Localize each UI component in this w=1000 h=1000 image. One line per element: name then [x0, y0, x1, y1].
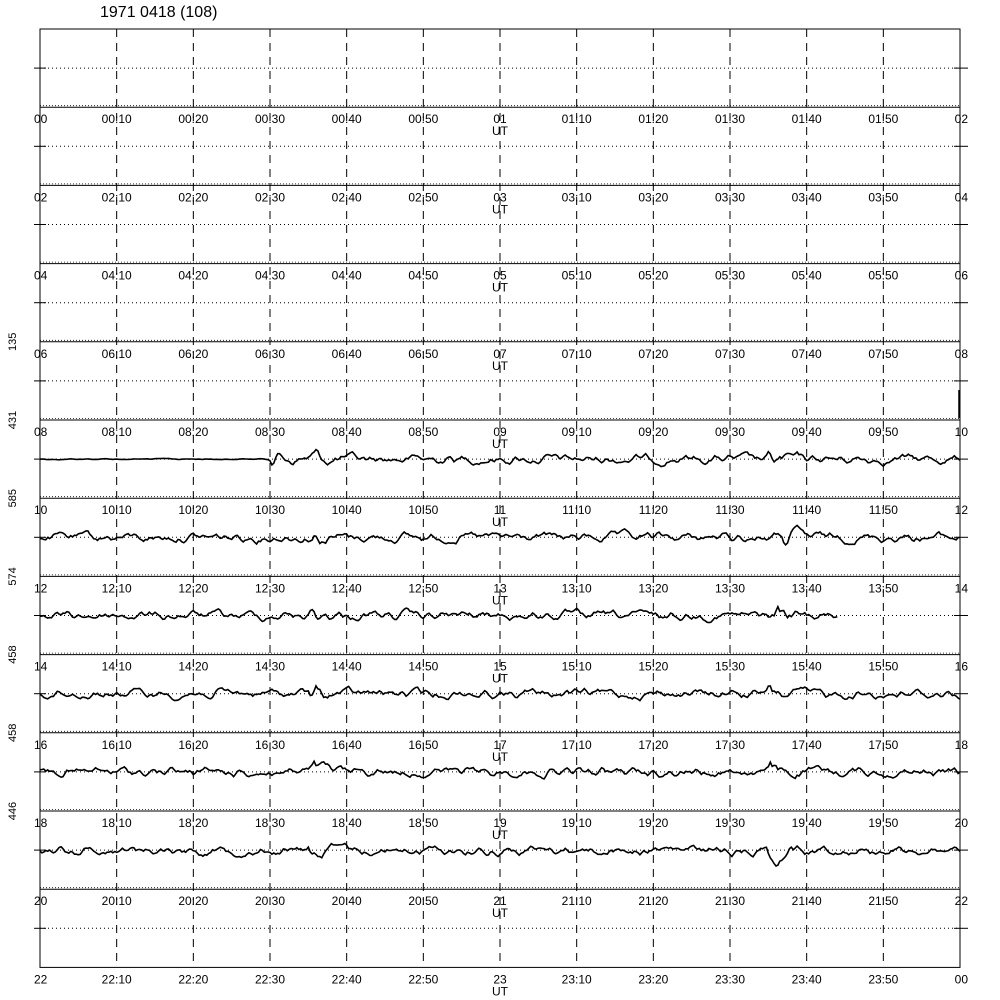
ut-axis-label: UT — [492, 984, 508, 999]
time-tick-label: 14:30 — [254, 659, 286, 674]
time-tick-label: 07 — [493, 346, 507, 361]
time-tick-label: 00 — [954, 972, 968, 987]
time-tick-label: 11 — [493, 503, 507, 518]
time-tick-label: 06:30 — [254, 346, 286, 361]
ut-axis-label: UT — [492, 593, 508, 608]
time-tick-label: 23:20 — [638, 972, 669, 987]
time-tick-label: 04:50 — [408, 268, 439, 283]
time-tick-label: 19:30 — [714, 816, 746, 830]
time-tick-label: 00:40 — [331, 112, 362, 127]
time-tick-label: 13:50 — [868, 581, 899, 596]
time-tick-label: 20 — [34, 894, 48, 909]
time-tick-label: 01 — [493, 112, 507, 127]
time-tick-label: 09:10 — [561, 425, 592, 439]
time-tick-label: 16:30 — [254, 737, 286, 752]
time-tick-label: 02:30 — [254, 190, 286, 205]
ut-axis-label: UT — [492, 280, 508, 295]
time-tick-label: 21:10 — [561, 894, 592, 909]
time-tick-label: 19:50 — [868, 816, 899, 830]
time-tick-label: 14:50 — [408, 659, 439, 674]
time-tick-label: 22:20 — [178, 972, 209, 987]
time-tick-label: 03:10 — [561, 190, 592, 205]
time-tick-label: 04:10 — [101, 268, 132, 283]
time-tick-label: 01:30 — [714, 112, 746, 127]
time-tick-label: 04:40 — [331, 268, 362, 283]
time-tick-label: 16:10 — [101, 737, 132, 752]
time-tick-label: 22:30 — [254, 972, 286, 987]
time-tick-label: 11:20 — [638, 503, 668, 518]
time-tick-label: 16:20 — [178, 737, 209, 752]
time-tick-label: 13:30 — [714, 581, 746, 596]
time-tick-label: 23:50 — [868, 972, 899, 987]
time-tick-label: 01:50 — [868, 112, 899, 127]
time-tick-label: 06:40 — [331, 346, 362, 361]
time-tick-label: 18:20 — [178, 816, 209, 830]
time-tick-label: 00:20 — [178, 112, 209, 127]
time-tick-label: 10:50 — [408, 503, 439, 518]
time-tick-label: 20:10 — [101, 894, 132, 909]
time-tick-label: 21:30 — [714, 894, 746, 909]
time-tick-label: 12:20 — [178, 581, 209, 596]
time-tick-label: 12 — [34, 581, 48, 596]
time-tick-label: 07:40 — [791, 346, 822, 361]
time-tick-label: 17:10 — [561, 737, 592, 752]
seismogram-trace — [40, 607, 837, 623]
time-tick-label: 18 — [954, 737, 968, 752]
ut-axis-label: UT — [492, 437, 508, 451]
time-tick-label: 23 — [493, 972, 507, 987]
time-tick-label: 00 — [34, 112, 48, 127]
time-tick-label: 02:40 — [331, 190, 362, 205]
chart-title: 1971 0418 (108) — [100, 4, 218, 21]
time-tick-label: 04:30 — [254, 268, 286, 283]
time-tick-label: 07:30 — [714, 346, 746, 361]
time-tick-label: 11:30 — [715, 503, 745, 518]
row-scale-label: 585 — [7, 489, 19, 508]
time-tick-label: 16 — [34, 737, 48, 752]
time-tick-label: 20 — [954, 816, 968, 830]
time-tick-label: 02 — [954, 112, 968, 127]
ut-axis-label: UT — [492, 202, 508, 217]
time-tick-label: 13:40 — [791, 581, 822, 596]
time-tick-label: 16:50 — [408, 737, 439, 752]
time-tick-label: 11:10 — [562, 503, 592, 518]
time-tick-label: 22 — [34, 972, 48, 987]
time-tick-label: 13:10 — [561, 581, 592, 596]
time-tick-label: 09:20 — [638, 425, 669, 439]
time-tick-label: 10 — [34, 503, 48, 518]
ut-axis-label: UT — [492, 124, 508, 139]
time-tick-label: 19:10 — [561, 816, 592, 830]
time-tick-label: 18:10 — [101, 816, 132, 830]
ut-axis-label: UT — [492, 749, 508, 764]
row-scale-label: 458 — [7, 645, 19, 664]
time-tick-label: 20:30 — [254, 894, 286, 909]
time-tick-label: 22:10 — [101, 972, 132, 987]
time-tick-label: 10:20 — [178, 503, 209, 518]
time-tick-label: 04 — [34, 268, 48, 283]
time-tick-label: 20:20 — [178, 894, 209, 909]
time-tick-label: 12:40 — [331, 581, 362, 596]
time-tick-label: 04:20 — [178, 268, 209, 283]
time-tick-label: 10:30 — [254, 503, 286, 518]
time-tick-label: 19:40 — [791, 816, 822, 830]
time-tick-label: 12:10 — [101, 581, 132, 596]
time-tick-label: 01:40 — [791, 112, 822, 127]
time-tick-label: 06 — [954, 268, 968, 283]
time-tick-label: 05 — [493, 268, 507, 283]
time-tick-label: 23:40 — [791, 972, 822, 987]
time-tick-label: 15:40 — [791, 659, 822, 674]
time-tick-label: 08:50 — [408, 425, 439, 439]
time-tick-label: 19 — [493, 816, 507, 830]
time-tick-label: 02:50 — [408, 190, 439, 205]
time-tick-label: 23:10 — [561, 972, 592, 987]
time-tick-label: 00:10 — [101, 112, 132, 127]
time-tick-label: 02:10 — [101, 190, 132, 205]
time-tick-label: 03:40 — [791, 190, 822, 205]
row-scale-label: 431 — [7, 410, 19, 430]
time-tick-label: 14:40 — [331, 659, 362, 674]
time-tick-label: 20:50 — [408, 894, 439, 909]
time-tick-label: 07:20 — [638, 346, 669, 361]
time-tick-label: 15:50 — [868, 659, 899, 674]
time-tick-label: 07:50 — [868, 346, 899, 361]
time-tick-label: 11:40 — [792, 503, 822, 518]
time-tick-label: 18:50 — [408, 816, 439, 830]
time-tick-label: 21:20 — [638, 894, 669, 909]
time-tick-label: 03 — [493, 190, 507, 205]
time-tick-label: 09:40 — [791, 425, 822, 439]
time-tick-label: 06:50 — [408, 346, 439, 361]
time-tick-label: 04 — [954, 190, 968, 205]
row-scale-label: 458 — [7, 723, 19, 742]
time-tick-label: 21:40 — [791, 894, 822, 909]
time-tick-label: 21:50 — [868, 894, 899, 909]
ut-axis-label: UT — [492, 515, 508, 530]
time-tick-label: 14:20 — [178, 659, 209, 674]
time-tick-label: 06:20 — [178, 346, 209, 361]
time-tick-label: 10:40 — [331, 503, 362, 518]
row-scale-label: 446 — [7, 801, 19, 821]
time-tick-label: 00:30 — [254, 112, 286, 127]
time-tick-label: 02:20 — [178, 190, 209, 205]
time-tick-label: 08:30 — [254, 425, 286, 439]
ut-axis-label: UT — [492, 358, 508, 373]
time-tick-label: 01:10 — [561, 112, 592, 127]
time-tick-label: 06 — [34, 346, 48, 361]
time-tick-label: 17:30 — [714, 737, 746, 752]
time-tick-label: 08:20 — [178, 425, 209, 439]
time-tick-label: 14:10 — [101, 659, 132, 674]
time-tick-label: 09:30 — [714, 425, 746, 439]
ut-axis-label: UT — [492, 828, 508, 842]
time-tick-label: 15:20 — [638, 659, 669, 674]
time-tick-label: 15:30 — [714, 659, 746, 674]
time-tick-label: 11:50 — [868, 503, 898, 518]
time-tick-label: 00:50 — [408, 112, 439, 127]
time-tick-label: 09:50 — [868, 425, 899, 439]
time-tick-label: 18 — [34, 816, 48, 830]
time-tick-label: 18:40 — [331, 816, 362, 830]
time-tick-label: 01:20 — [638, 112, 669, 127]
time-tick-label: 12:30 — [254, 581, 286, 596]
time-tick-label: 08:40 — [331, 425, 362, 439]
time-tick-label: 08 — [34, 425, 48, 439]
time-tick-label: 15 — [493, 659, 507, 674]
time-tick-label: 14 — [34, 659, 48, 674]
time-tick-label: 21 — [493, 894, 507, 909]
time-tick-label: 15:10 — [561, 659, 592, 674]
time-tick-label: 14 — [954, 581, 968, 596]
row-scale-label: 574 — [7, 567, 19, 586]
time-tick-label: 17 — [493, 737, 507, 752]
ut-axis-label: UT — [492, 671, 508, 686]
time-tick-label: 03:30 — [714, 190, 746, 205]
time-tick-label: 03:20 — [638, 190, 669, 205]
time-tick-label: 05:20 — [638, 268, 669, 283]
time-tick-label: 16:40 — [331, 737, 362, 752]
ut-axis-label: UT — [492, 906, 508, 921]
time-tick-label: 08 — [954, 346, 968, 361]
time-tick-label: 13 — [493, 581, 507, 596]
row-scale-label: 135 — [7, 332, 19, 351]
time-tick-label: 05:50 — [868, 268, 899, 283]
time-tick-label: 03:50 — [868, 190, 899, 205]
time-tick-label: 13:20 — [638, 581, 669, 596]
time-tick-label: 10 — [954, 425, 968, 439]
time-tick-label: 06:10 — [101, 346, 132, 361]
time-tick-label: 18:30 — [254, 816, 286, 830]
time-tick-label: 05:30 — [714, 268, 746, 283]
time-tick-label: 09 — [493, 425, 507, 439]
time-tick-label: 17:40 — [791, 737, 822, 752]
time-tick-label: 19:20 — [638, 816, 669, 830]
time-tick-label: 23:30 — [714, 972, 746, 987]
time-tick-label: 17:20 — [638, 737, 669, 752]
time-tick-label: 17:50 — [868, 737, 899, 752]
time-tick-label: 16 — [954, 659, 968, 674]
time-tick-label: 02 — [34, 190, 48, 205]
time-tick-label: 22:50 — [408, 972, 439, 987]
time-tick-label: 20:40 — [331, 894, 362, 909]
time-tick-label: 22:40 — [331, 972, 362, 987]
time-tick-label: 07:10 — [561, 346, 592, 361]
time-tick-label: 12 — [954, 503, 968, 518]
time-tick-label: 10:10 — [101, 503, 132, 518]
time-tick-label: 05:40 — [791, 268, 822, 283]
time-tick-label: 22 — [954, 894, 968, 909]
time-tick-label: 05:10 — [561, 268, 592, 283]
time-tick-label: 12:50 — [408, 581, 439, 596]
time-tick-label: 08:10 — [101, 425, 132, 439]
